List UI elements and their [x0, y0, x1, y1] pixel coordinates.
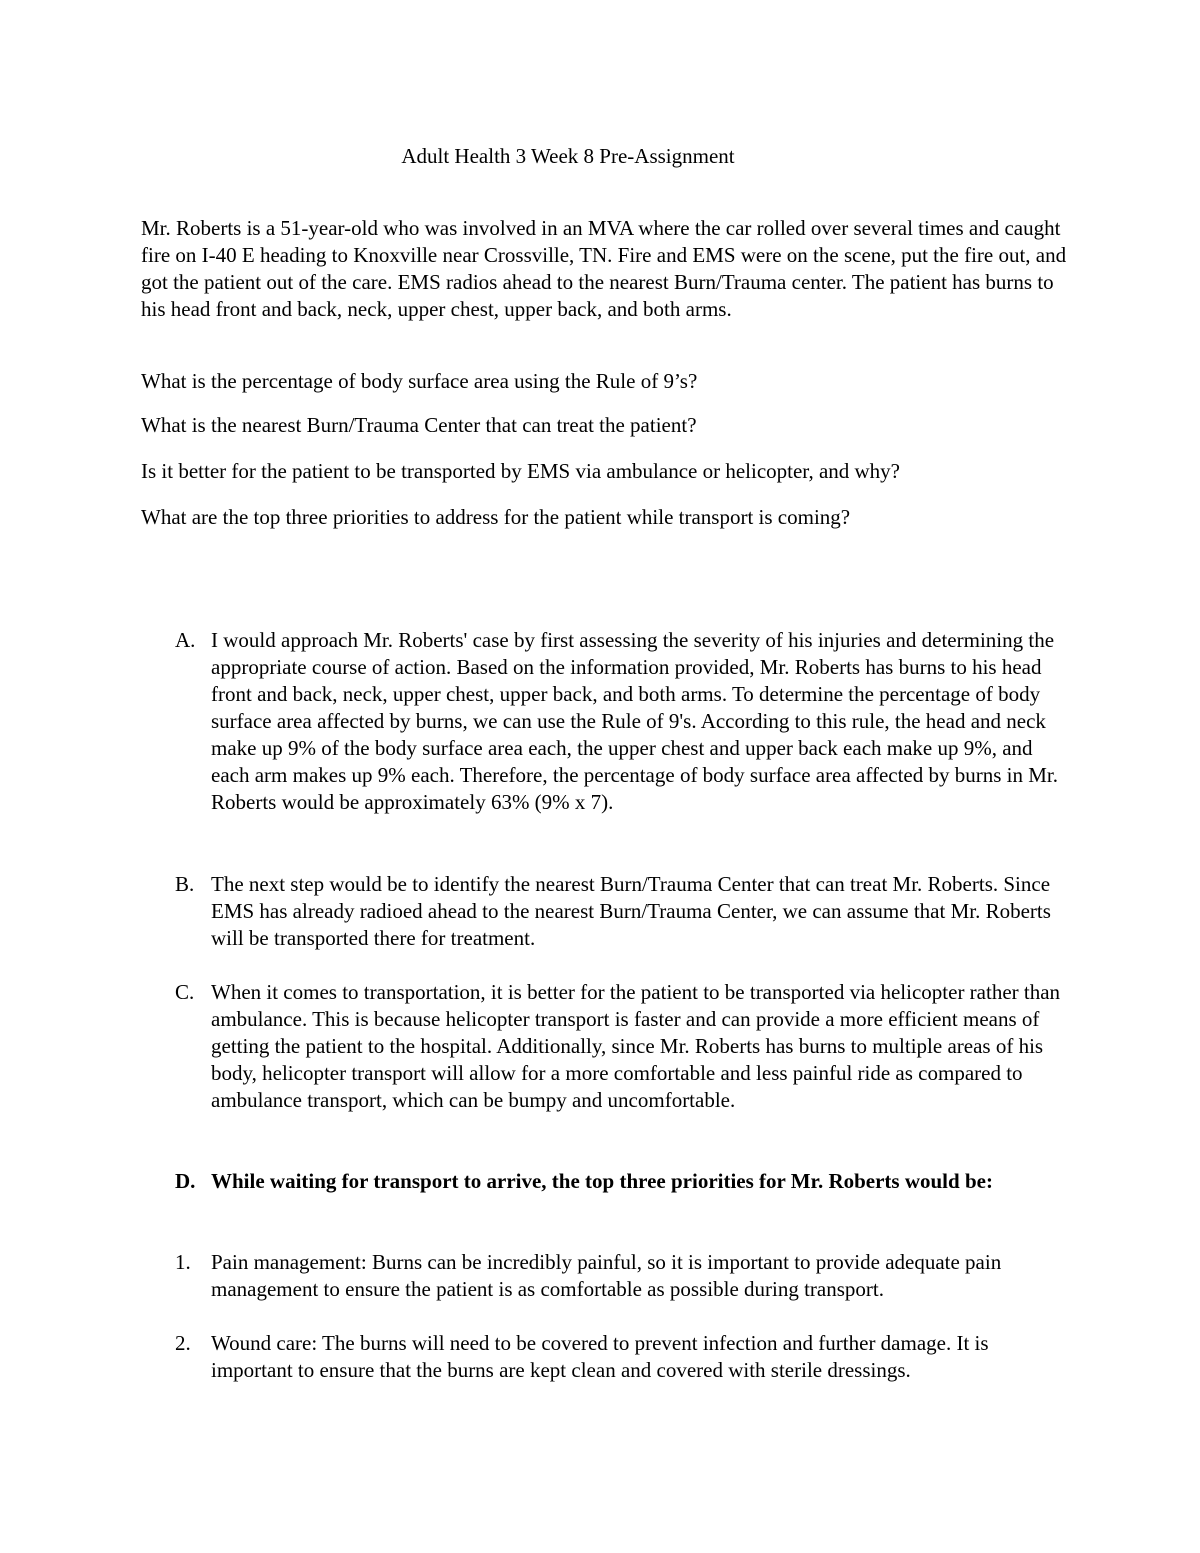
- question-1: What is the percentage of body surface area using the Rule of 9’s?: [141, 369, 698, 393]
- question-4: What are the top three priorities to address for the patient while transport is coming?: [141, 505, 851, 529]
- page-title: Adult Health 3 Week 8 Pre-Assignment: [401, 144, 735, 168]
- answer-a-marker: A.: [175, 628, 196, 652]
- answer-d-marker: D.: [175, 1169, 196, 1193]
- answer-d: [141, 1168, 1071, 1195]
- question-2: What is the nearest Burn/Trauma Center that can treat the patient?: [141, 413, 697, 437]
- answer-a-text: I would approach Mr. Roberts' case by first assessing the severity of his injuries and determining the appropriate course of action. Based on the information provided, Mr. Roberts has burns to his head front and back, neck, upper chest, upper back, and both arms. To determine the percentage of body surface area affected by burns, we can use the Rule of 9's. According to this rule, the head and neck make up 9% of the body surface area each, the upper chest and upper back each make up 9%, and each arm makes up 9% each. Therefore, the percentage of body surface area affected by burns in Mr. Roberts would be approximately 63% (9% x 7).: [211, 628, 1058, 814]
- priority-1-marker: 1.: [175, 1250, 191, 1274]
- answer-b-text: The next step would be to identify the nearest Burn/Trauma Center that can treat Mr. Roberts. Since EMS has already radioed ahead to the nearest Burn/Trauma Center, we can assume that Mr. Roberts will be transported there for treatment.: [211, 872, 1051, 950]
- answer-c-text: When it comes to transportation, it is better for the patient to be transported via helicopter rather than ambulance. This is because helicopter transport is faster and can provide a more efficient means of getting the patient to the hospital. Additionally, since Mr. Roberts has burns to multiple areas of his body, helicopter transport will allow for a more comfortable and less painful ride as compared to ambulance transport, which can be bumpy and uncomfortable.: [211, 980, 1061, 1112]
- priority-2-text: Wound care: The burns will need to be covered to prevent infection and further damage. It is important to ensure that the burns are kept clean and covered with sterile dressings.: [211, 1331, 989, 1382]
- priority-2: [141, 1330, 1071, 1384]
- answer-d-text: While waiting for transport to arrive, the top three priorities for Mr. Roberts would be:: [211, 1169, 993, 1193]
- case-intro-paragraph: Mr. Roberts is a 51-year-old who was involved in an MVA where the car rolled over several times and caught fire on I-40 E heading to Knoxville near Crossville, TN. Fire and EMS were on the scene, put the fire out, and got the patient out of the care. EMS radios ahead to the nearest Burn/Trauma center. The patient has burns to his head front and back, neck, upper chest, upper back, and both arms.: [141, 216, 1067, 321]
- priority-2-marker: 2.: [175, 1331, 191, 1355]
- answer-a: [141, 627, 1071, 816]
- answer-b: [141, 871, 1071, 952]
- answer-c: [141, 979, 1071, 1114]
- answer-b-marker: B.: [175, 872, 195, 896]
- priority-1-text: Pain management: Burns can be incredibly painful, so it is important to provide adequate pain management to ensure the patient is as comfortable as possible during transport.: [211, 1250, 1002, 1301]
- answer-c-marker: C.: [175, 980, 195, 1004]
- priority-1: [141, 1249, 1071, 1303]
- question-3: Is it better for the patient to be transported by EMS via ambulance or helicopter, and why?: [141, 459, 901, 483]
